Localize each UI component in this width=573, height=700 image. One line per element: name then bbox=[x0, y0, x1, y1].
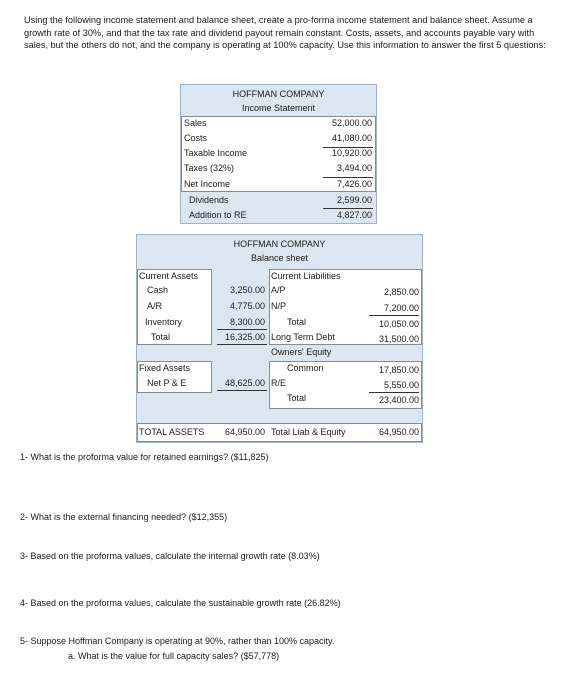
bs-netpe-value: 48,625.00 bbox=[224, 378, 265, 388]
is-row-net-income: Net Income 7,426.00 bbox=[184, 179, 372, 189]
bs-total-assets-label: TOTAL ASSETS bbox=[139, 427, 205, 437]
bs-oe-total-label: Total bbox=[287, 393, 307, 403]
bs-cash-label: Cash bbox=[147, 285, 169, 295]
is-row-taxable-income: Taxable Income 10,920.00 bbox=[184, 148, 372, 158]
bs-cash-value: 3,250.00 bbox=[229, 285, 265, 295]
bs-ap-value: 2,850.00 bbox=[383, 287, 419, 297]
bs-cl-total-label: Total bbox=[287, 317, 307, 327]
bs-ca-total-label: Total bbox=[151, 332, 171, 342]
bs-np-value: 7,200.00 bbox=[383, 303, 419, 313]
is-company-name: HOFFMAN COMPANY bbox=[232, 89, 325, 99]
question-2: 2- What is the external financing needed? ($12,355) bbox=[20, 512, 228, 522]
bs-ltd-label: Long Term Debt bbox=[271, 332, 335, 342]
bs-total-assets-value: 64,950.00 bbox=[224, 427, 265, 437]
bs-title: Balance sheet bbox=[250, 253, 309, 263]
bs-total-liab-value: 64,950.00 bbox=[378, 427, 419, 437]
is-row-taxes: Taxes (32%) 3,494.00 bbox=[184, 163, 372, 173]
bs-ar-value: 4,775.00 bbox=[229, 301, 265, 311]
income-statement bbox=[180, 84, 377, 224]
instructions-text: Using the following income statement and balance sheet, create a pro-forma income statement and balance sheet. Assume a growth rate of 30%, and that the tax rate and dividend payout remain constant. Costs, assets, and accounts payable vary with sales, but the others do not, and the company is operating at 100% capacity. Use this information to answer the first 5 questions: bbox=[24, 15, 546, 51]
bs-common-value: 17,850.00 bbox=[378, 365, 419, 375]
bs-current-assets-header: Current Assets bbox=[139, 271, 199, 281]
balance-sheet bbox=[136, 234, 423, 443]
is-title: Income Statement bbox=[241, 103, 316, 113]
is-row-addition-re: Addition to RE 4,827.00 bbox=[189, 210, 372, 220]
question-3: 3- Based on the proforma values, calculate the internal growth rate (8.03%) bbox=[20, 551, 320, 561]
bs-total-liab-label: Total Liab & Equity bbox=[271, 427, 346, 437]
is-row-sales: Sales 52,000.00 bbox=[184, 118, 372, 128]
bs-ltd-value: 31,500.00 bbox=[378, 334, 419, 344]
bs-cl-total-value: 10,050.00 bbox=[378, 319, 419, 329]
bs-re-value: 5,550.00 bbox=[383, 380, 419, 390]
bs-ap-label: A/P bbox=[271, 285, 286, 295]
question-1: 1- What is the proforma value for retained earnings? ($11,825) bbox=[20, 452, 269, 462]
bs-ca-total-value: 16,325.00 bbox=[224, 332, 265, 342]
is-row-dividends: Dividends 2,599.00 bbox=[189, 195, 372, 205]
is-row-costs: Costs 41,080.00 bbox=[184, 133, 372, 143]
bs-re-label: R/E bbox=[271, 378, 287, 388]
question-5: 5- Suppose Hoffman Company is operating at 90%, rather than 100% capacity. bbox=[20, 636, 335, 646]
bs-owners-equity-label: Owners' Equity bbox=[271, 347, 332, 357]
bs-oe-total-value: 23,400.00 bbox=[378, 395, 419, 405]
bs-ar-label: A/R bbox=[147, 301, 163, 311]
question-4: 4- Based on the proforma values, calculate the sustainable growth rate (26.82%) bbox=[20, 598, 341, 608]
bs-fixed-assets-header: Fixed Assets bbox=[139, 363, 191, 373]
bs-inventory-value: 8,300.00 bbox=[229, 317, 265, 327]
bs-np-label: N/P bbox=[271, 301, 287, 311]
bs-inventory-label: Inventory bbox=[145, 317, 183, 327]
question-5a: a. What is the value for full capacity sales? ($57,778) bbox=[68, 651, 280, 661]
bs-company-name: HOFFMAN COMPANY bbox=[233, 239, 326, 249]
bs-netpe-label: Net P & E bbox=[147, 378, 187, 388]
bs-common-label: Common bbox=[287, 363, 324, 373]
bs-current-liabilities-header: Current Liabilities bbox=[271, 271, 341, 281]
